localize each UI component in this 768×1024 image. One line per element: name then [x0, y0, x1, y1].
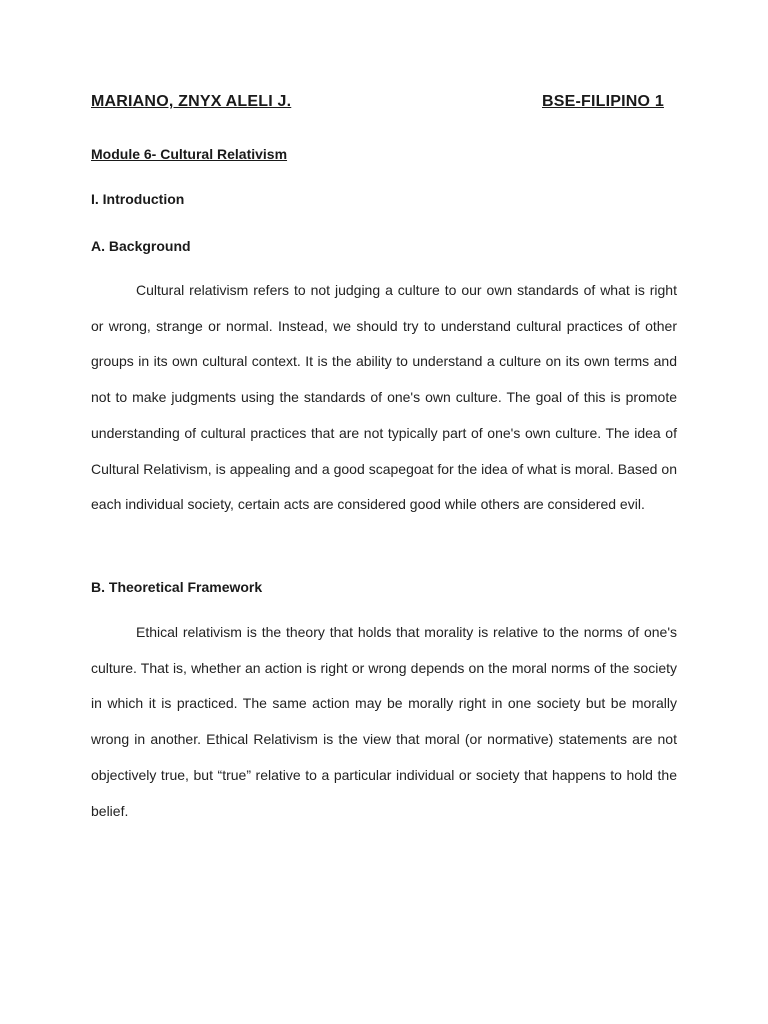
module-title: Module 6- Cultural Relativism [91, 146, 288, 162]
background-paragraph: Cultural relativism refers to not judging a culture to our own standards of what is right or wrong, strange or normal. Instead, we should try to understand cultural practices of other groups in its own cultural context. It is the ability to understand a culture on its own terms and not to make judgments using the standards of one's own culture. The goal of this is promote understanding of cultural practices that are not typically part of one's own culture. The idea of Cultural Relativism, is appealing and a good scapegoat for the idea of what is moral. Based on each individual society, certain acts are considered good while others are considered evil. [91, 282, 677, 513]
background-heading: A. Background [91, 238, 191, 254]
theoretical-framework-heading: B. Theoretical Framework [91, 579, 263, 595]
student-name: MARIANO, ZNYX ALELI J. [91, 93, 292, 110]
introduction-heading: I. Introduction [91, 191, 185, 207]
course-label: BSE-FILIPINO 1 [542, 93, 664, 110]
theoretical-framework-paragraph: Ethical relativism is the theory that holds that morality is relative to the norms of one's culture. That is, whether an action is right or wrong depends on the moral norms of the society in which it is practiced. The same action may be morally right in one society but be morally wrong in another. Ethical Relativism is the view that moral (or normative) statements are not objectively true, but “true” relative to a particular individual or society that happens to hold the belief. [91, 624, 677, 819]
